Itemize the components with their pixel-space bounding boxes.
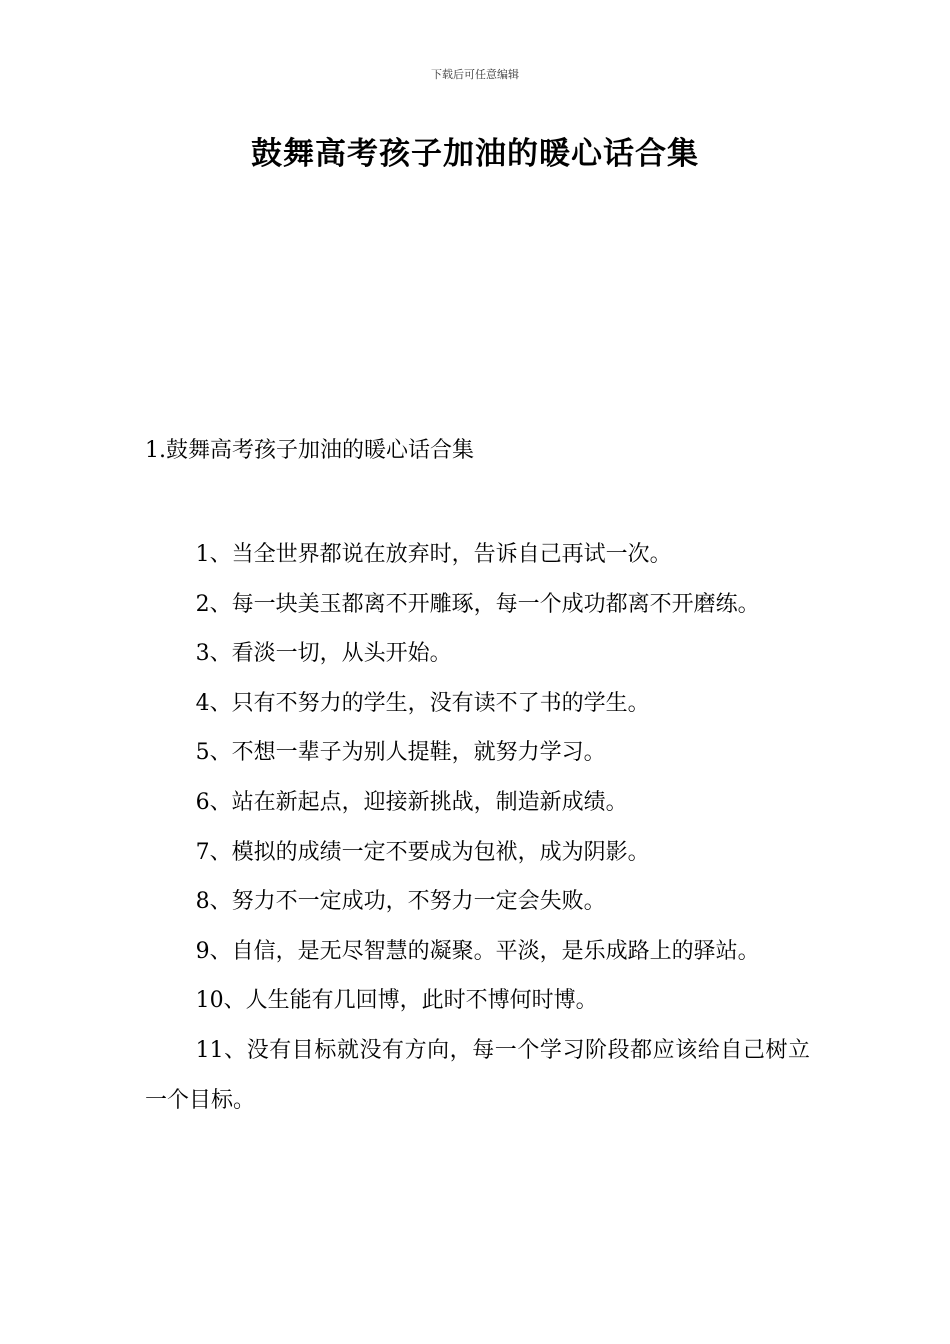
list-item: 2、每一块美玉都离不开雕琢，每一个成功都离不开磨练。	[195, 591, 760, 617]
document-title: 鼓舞高考孩子加油的暖心话合集	[251, 136, 699, 172]
section-heading: 1.鼓舞高考孩子加油的暖心话合集	[145, 438, 474, 463]
header-note: 下载后可任意编辑	[431, 68, 519, 81]
list-item: 3、看淡一切，从头开始。	[195, 641, 452, 667]
list-item: 5、不想一辈子为别人提鞋，就努力学习。	[195, 740, 606, 766]
list-item: 8、努力不一定成功，不努力一定会失败。	[195, 889, 606, 915]
list-item: 9、自信，是无尽智慧的凝聚。平淡，是乐成路上的驿站。	[195, 938, 760, 964]
list-item: 7、模拟的成绩一定不要成为包袱，成为阴影。	[195, 839, 650, 865]
list-item: 4、只有不努力的学生，没有读不了书的学生。	[195, 690, 650, 716]
document-body	[145, 530, 810, 1125]
list-item: 10、人生能有几回博，此时不博何时博。	[195, 988, 598, 1014]
list-item: 11、没有目标就没有方向，每一个学习阶段都应该给自己树立一个目标。	[145, 1037, 810, 1113]
list-item: 6、站在新起点，迎接新挑战，制造新成绩。	[195, 789, 628, 815]
list-item: 1、当全世界都说在放弃时，告诉自己再试一次。	[195, 542, 672, 567]
